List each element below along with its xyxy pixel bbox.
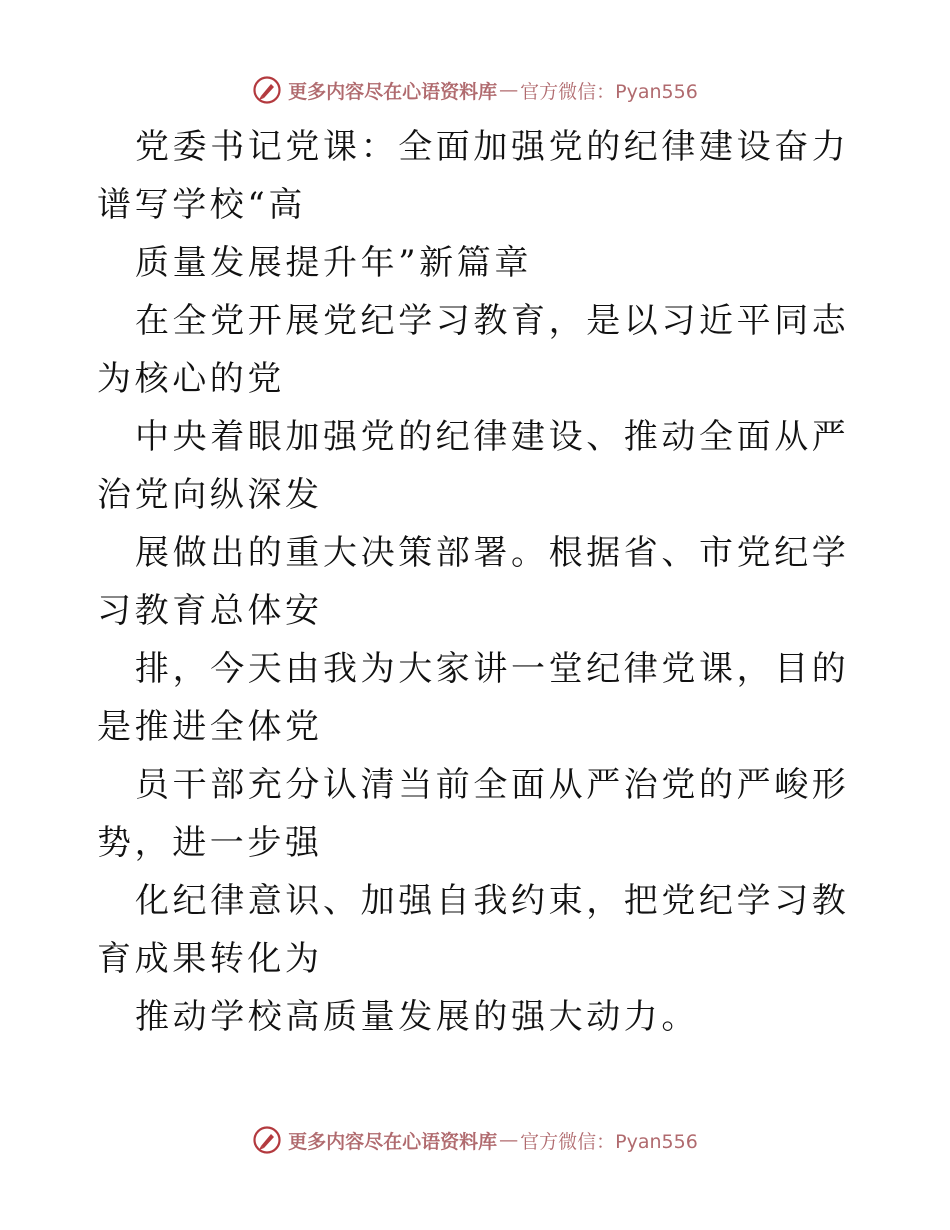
paragraph: 质量发展提升年”新篇章 xyxy=(135,243,532,283)
banner-title: 更多内容尽在心语资料库 xyxy=(288,1130,498,1153)
header-banner xyxy=(0,70,950,110)
paragraph: 化纪律意识、加强自我约束，把党纪学习教育成果转化为 xyxy=(97,881,850,979)
banner-separator: — xyxy=(499,79,519,101)
paragraph: 展做出的重大决策部署。根据省、市党纪学习教育总体安 xyxy=(97,533,850,631)
paragraph: 在全党开展党纪学习教育，是以习近平同志为核心的党 xyxy=(97,301,850,399)
paragraph: 中央着眼加强党的纪律建设、推动全面从严治党向纵深发 xyxy=(97,417,850,515)
banner-separator: — xyxy=(499,1129,519,1151)
document-body xyxy=(97,118,857,1046)
paragraph: 排，今天由我为大家讲一堂纪律党课，目的是推进全体党 xyxy=(97,649,850,747)
paragraph: 党委书记党课：全面加强党的纪律建设奋力谱写学校“高 xyxy=(97,127,850,225)
paragraph: 推动学校高质量发展的强大动力。 xyxy=(135,997,699,1037)
pen-logo-icon xyxy=(252,1125,282,1155)
banner-title: 更多内容尽在心语资料库 xyxy=(288,80,498,103)
banner-wechat: 官方微信：Pyan556 xyxy=(520,80,698,103)
banner-wechat: 官方微信：Pyan556 xyxy=(520,1130,698,1153)
paragraph: 员干部充分认清当前全面从严治党的严峻形势，进一步强 xyxy=(97,765,850,863)
pen-logo-icon xyxy=(252,75,282,105)
footer-banner xyxy=(0,1120,950,1160)
